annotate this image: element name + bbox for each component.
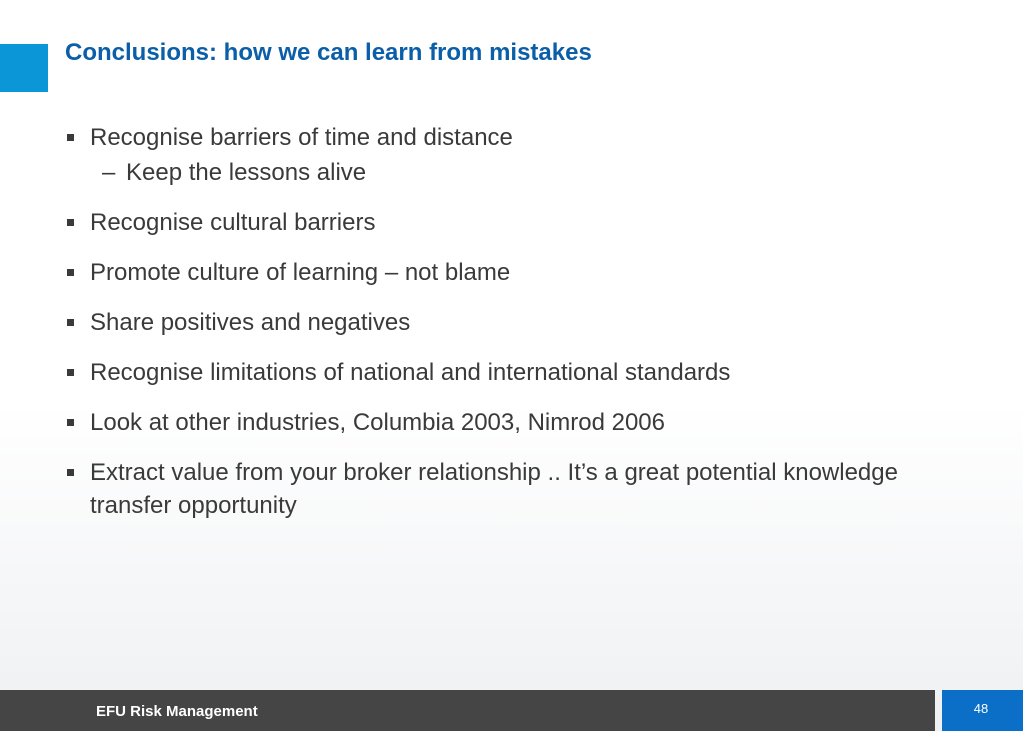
square-bullet-icon [67, 269, 74, 276]
footer-bar [0, 690, 935, 731]
sub-bullet-list [90, 156, 906, 189]
square-bullet-icon [67, 134, 74, 141]
bullet-text: Extract value from your broker relationship .. It’s a great potential knowledge transfer opportunity [90, 459, 898, 519]
square-bullet-icon [67, 319, 74, 326]
footer-label: EFU Risk Management [96, 703, 258, 720]
dash-bullet-icon: – [102, 159, 116, 186]
accent-square [0, 44, 48, 92]
bullet-text: Recognise cultural barriers [90, 209, 376, 236]
bullet-item [66, 256, 906, 289]
slide-title: Conclusions: how we can learn from mistakes [65, 39, 592, 66]
bullet-item [66, 306, 906, 339]
sub-bullet-text: Keep the lessons alive [126, 159, 367, 186]
bullet-item [66, 356, 906, 389]
bullet-text: Recognise limitations of national and international standards [90, 359, 731, 386]
square-bullet-icon [67, 469, 74, 476]
bullet-item [66, 406, 906, 439]
page-number-box [942, 690, 1023, 731]
bullet-text: Share positives and negatives [90, 309, 411, 336]
square-bullet-icon [67, 419, 74, 426]
bullet-text: Recognise barriers of time and distance [90, 124, 513, 151]
bullet-text: Look at other industries, Columbia 2003, Nimrod 2006 [90, 409, 665, 436]
bullet-text: Promote culture of learning – not blame [90, 259, 511, 286]
square-bullet-icon [67, 219, 74, 226]
bullet-list [66, 121, 906, 539]
sub-bullet-item [90, 156, 906, 189]
bullet-item [66, 456, 906, 522]
bullet-item [66, 206, 906, 239]
square-bullet-icon [67, 369, 74, 376]
page-number: 48 [973, 701, 989, 716]
bullet-item [66, 121, 906, 189]
